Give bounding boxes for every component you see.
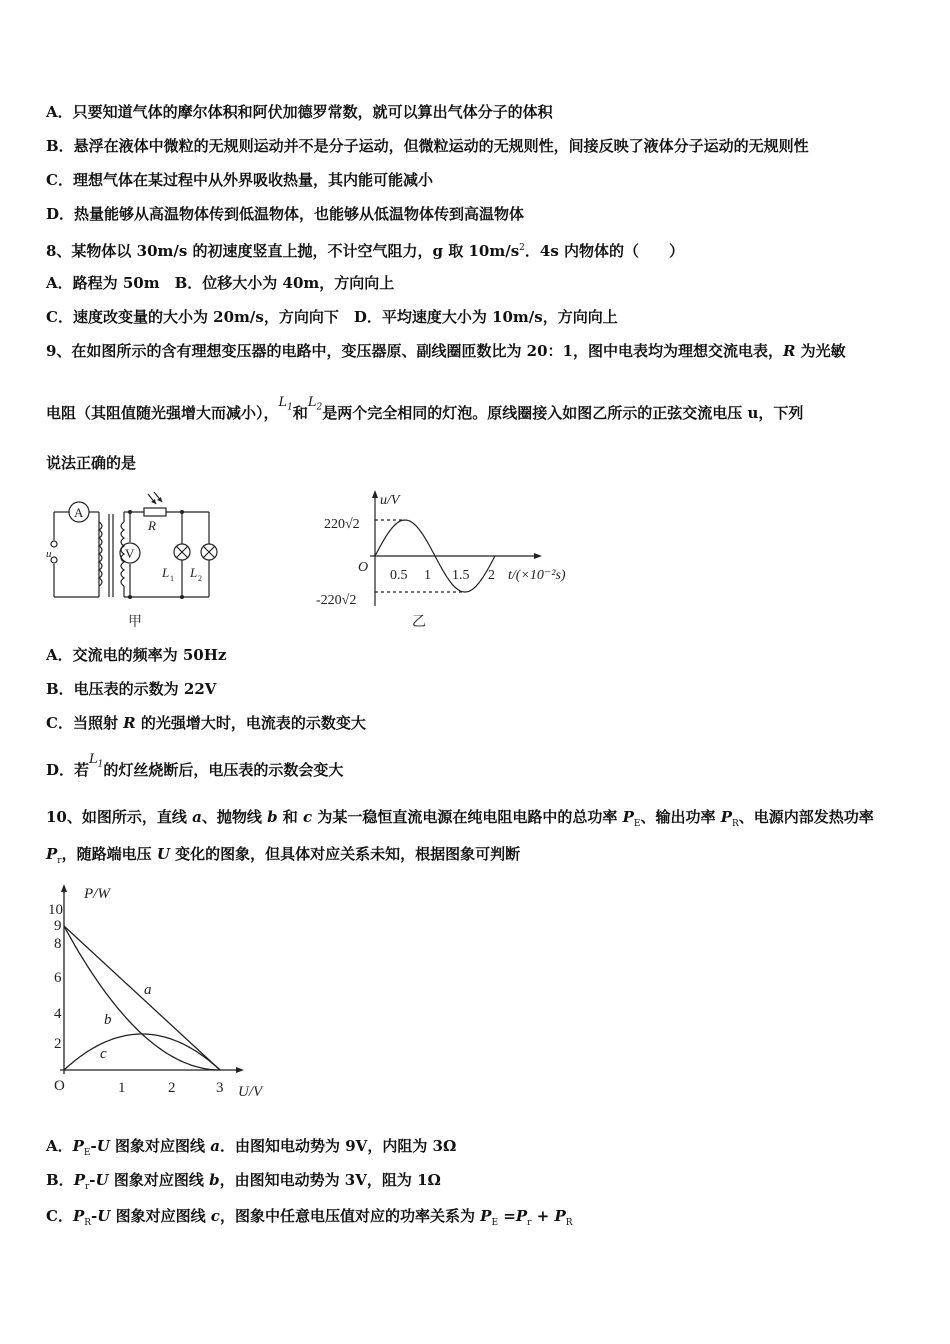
ammeter-label: A: [74, 505, 84, 520]
source-label: u: [46, 548, 52, 560]
circuit-figure: [44, 492, 219, 632]
sine-ylabel: u/V: [380, 493, 400, 508]
series-label-c: c: [100, 1046, 107, 1062]
resistor-label: R: [148, 518, 156, 533]
lamp1-label: L: [162, 565, 170, 580]
power-ytick-10: 10: [48, 902, 63, 918]
q10-option-c: C．$P_R-U$ 图象对应图线 c，图象中任意电压值对应的功率关系为 $P_E =P_r + P_R$: [46, 1207, 573, 1228]
q9-option-d: D．若$L_1$的灯丝烧断后，电压表的示数会变大: [46, 752, 344, 779]
power-voltage-chart: [40, 878, 290, 1108]
power-xtick-1: 1: [118, 1080, 126, 1096]
sine-ytick-bottom: -220√2: [316, 593, 357, 608]
q9-stem-line1: 9、在如图所示的含有理想变压器的电路中，变压器原、副线圈匝数比为 20：1，图中电表均为理想交流电表，R 为光敏: [46, 342, 846, 360]
power-ytick-2: 2: [54, 1036, 62, 1052]
q9-stem-line2: 电阻（其阻值随光强增大而减小），$L_1$和$L_2$是两个完全相同的灯泡。原线圈接入如图乙所示的正弦交流电压 u，下列: [46, 395, 804, 422]
q8-stem: 8、某物体以 30m/s 的初速度竖直上抛，不计空气阻力，g 取 $10m/s^2$．4s 内物体的（ ）: [46, 242, 684, 260]
q9-stem-line3: 说法正确的是: [46, 454, 137, 472]
sine-origin: O: [358, 560, 369, 575]
q10-option-b: B．$P_r-U$ 图象对应图线 b，由图知电动势为 3V，阻为 1Ω: [46, 1171, 441, 1192]
lamp1-sub: 1: [170, 574, 174, 583]
q8-options-cd: C．速度改变量的大小为 20m/s，方向向下 D．平均速度大小为 10m/s，方向向上: [46, 308, 618, 326]
sine-xtick-0.5: 0.5: [390, 568, 408, 583]
lamp2-label: L: [190, 565, 198, 580]
series-label-a: a: [144, 982, 152, 998]
series-curve-c: [64, 1034, 220, 1070]
q9-option-a: A．交流电的频率为 50Hz: [46, 646, 227, 664]
sine-xtick-1: 1: [424, 568, 431, 583]
power-ytick-6: 6: [54, 970, 62, 986]
power-ytick-4: 4: [54, 1006, 62, 1022]
figure-yi-caption: 乙: [412, 615, 426, 628]
power-xtick-2: 2: [168, 1080, 176, 1096]
series-label-b: b: [104, 1012, 112, 1028]
figure-jia-caption: 甲: [128, 615, 142, 630]
sine-xlabel: t/(×10⁻²s): [508, 568, 566, 583]
q10-option-a: A．$P_E-U$ 图象对应图线 a．由图知电动势为 9V，内阻为 3Ω: [46, 1137, 457, 1158]
q7-option-b: B．悬浮在液体中微粒的无规则运动并不是分子运动，但微粒运动的无规则性，间接反映了液体分子运动的无规则性: [46, 137, 809, 155]
q7-option-d: D．热量能够从高温物体传到低温物体，也能够从低温物体传到高温物体: [46, 205, 525, 223]
sine-xtick-1.5: 1.5: [452, 568, 470, 583]
power-origin: O: [54, 1078, 65, 1094]
sine-xtick-2: 2: [488, 568, 495, 583]
power-ytick-8: 8: [54, 936, 62, 952]
q10-stem-line1: 10、如图所示，直线 a、抛物线 b 和 c 为某一稳恒直流电源在纯电阻电路中的总功率 $P_E$、输出功率 $P_R$、电源内部发热功率: [46, 808, 874, 829]
power-ylabel: P/W: [84, 886, 110, 902]
power-xtick-3: 3: [216, 1080, 224, 1096]
lamp2-sub: 2: [198, 574, 202, 583]
sine-voltage-chart: [310, 488, 600, 628]
q7-option-c: C．理想气体在某过程中从外界吸收热量，其内能可能减小: [46, 171, 433, 189]
voltmeter-label: V: [125, 546, 135, 561]
power-xlabel: U/V: [238, 1084, 263, 1100]
q9-option-c: C．当照射 R 的光强增大时，电流表的示数变大: [46, 714, 366, 732]
sine-ytick-top: 220√2: [324, 517, 360, 532]
power-ytick-9: 9: [54, 918, 62, 934]
q8-options-ab: A．路程为 50m B．位移大小为 40m，方向向上: [46, 274, 395, 292]
q7-option-a: A．只要知道气体的摩尔体积和阿伏加德罗常数，就可以算出气体分子的体积: [46, 103, 553, 121]
q9-option-b: B．电压表的示数为 22V: [46, 680, 217, 698]
series-line-a: [64, 926, 220, 1070]
q10-stem-line2: $P_r$，随路端电压 U 变化的图象，但具体对应关系未知，根据图象可判断: [46, 845, 521, 866]
